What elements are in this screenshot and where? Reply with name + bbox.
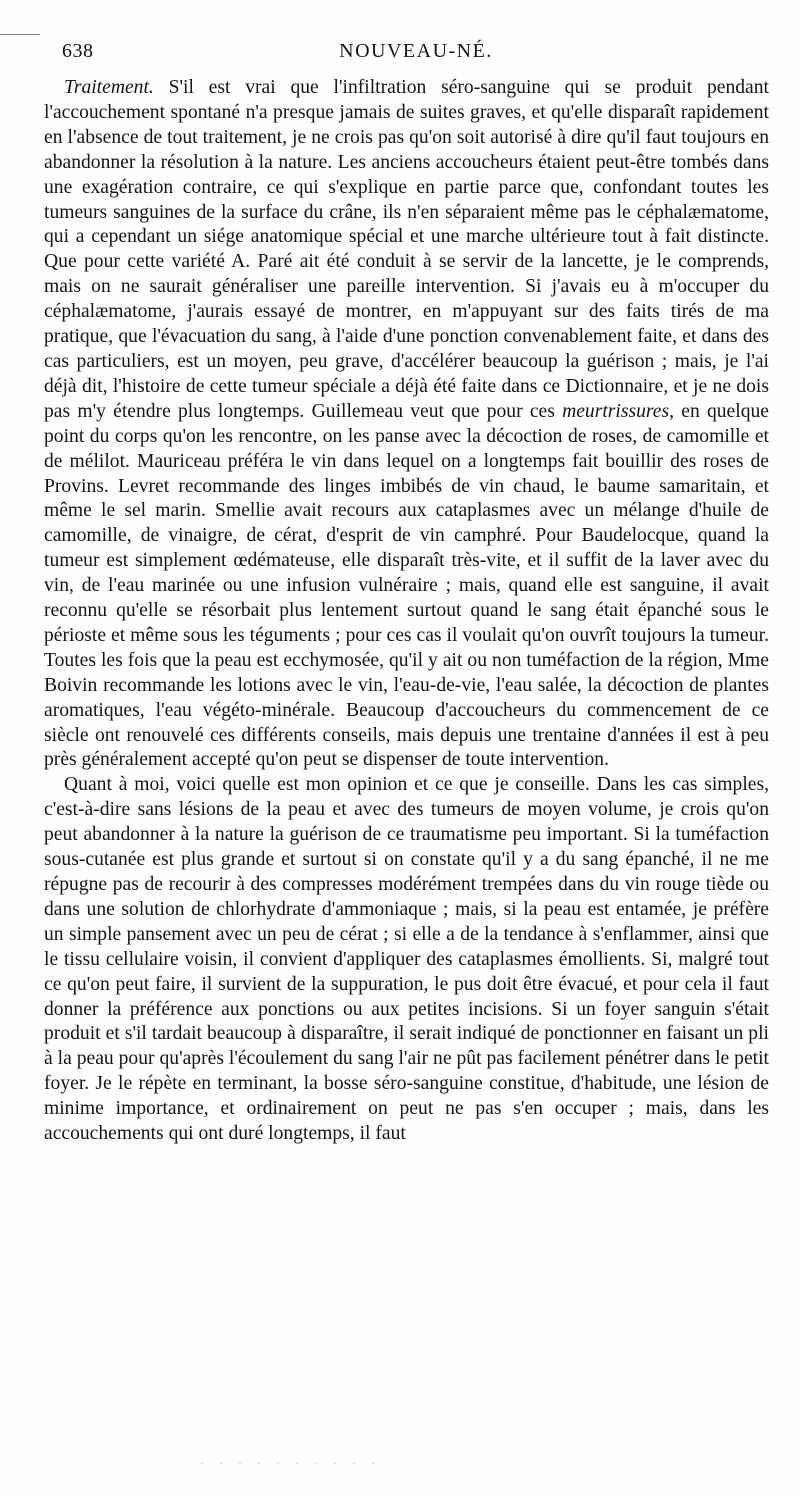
paragraph-traitement bbox=[44, 76, 769, 773]
running-head: NOUVEAU-NÉ. bbox=[339, 40, 493, 62]
paragraph-text: S'il est vrai que l'infiltration séro-sanguine qui se produit pendant l'accouchement spontané n'a presque jamais de suites graves, et qu'elle disparaît rapidement en l'absence de tout traitement, je ne crois pas qu'on soit autorisé à dire qu'il faut toujours en abandonner la résolution à la nature. Les anciens accoucheurs étaient peut-être tombés dans une exagération contraire, ce qui s'explique en partie parce que, confondant toutes les tumeurs sanguines de la surface du crâne, ils n'en séparaient même pas le céphalæmatome, qui a cependant un siége anatomique spécial et une marche ultérieure tout à fait distincte. Que pour cette variété A. Paré ait été conduit à se servir de la lancette, je le comprends, mais on ne saurait généraliser une pareille intervention. Si j'avais eu à m'occuper du céphalæmatome, j'aurais essayé de montrer, en m'appuyant sur des faits tirés de ma pratique, que l'évacuation du sang, à l'aide d'une ponction convenablement faite, et dans des cas particuliers, est un moyen, peu grave, d'accélérer beaucoup la guérison ; mais, je l'ai déjà dit, l'histoire de cette tumeur spéciale a déjà été faite dans ce Dictionnaire, et je ne dois pas m'y étendre plus longtemps. Guillemeau veut que pour ces bbox=[44, 77, 769, 422]
page-header bbox=[62, 36, 770, 66]
paragraph-text: en quelque point du corps qu'on les rencontre, on les panse avec la décoction de roses, de camomille et de mélilot. Mauriceau préféra le vin dans lequel on a longtemps fait bouillir des roses de Provins. Levret recommande des linges imbibés de vin chaud, le baume samaritain, et même le sel marin. Smellie avait recours aux cataplasmes avec un mélange d'huile de camomille, de vinaigre, de cérat, d'esprit de vin camphré. Pour Baudelocque, quand la tumeur est simplement œdémateuse, elle disparaît très-vite, et il suffit de la laver avec du vin, de l'eau marinée ou une infusion vulnéraire ; mais, quand elle est sanguine, il avait reconnu qu'elle se résorbait plus lentement surtout quand le sang était épanché sous le périoste et même sous les téguments ; pour ces cas il voulait qu'on ouvrît toujours la tumeur. Toutes les fois que la peau est ecchymosée, qu'il y ait ou non tuméfaction de la région, Mme Boivin recommande les lotions avec le vin, l'eau-de-vie, l'eau salée, la décoction de plantes aromatiques, l'eau végéto-minérale. Beaucoup d'accoucheurs du commencement de ce siècle ont renouvelé ces différents conseils, mais depuis une trentaine d'années il est à peu près généralement accepté qu'on peut se dispenser de toute intervention. bbox=[44, 400, 769, 771]
page-number: 638 bbox=[62, 40, 94, 62]
top-rule bbox=[0, 34, 40, 35]
scan-artifact: · · · · · · · · · · bbox=[200, 1456, 381, 1470]
paragraph-opinion bbox=[44, 773, 769, 1147]
section-heading: Traitement. bbox=[64, 77, 154, 98]
body-text bbox=[44, 76, 769, 1147]
paragraph-text: Quant à moi, voici quelle est mon opinion et ce que je conseille. Dans les cas simples, c'est-à-dire sans lésions de la peau et avec des tumeurs de moyen volume, je crois qu'on peut abandonner à la nature la guérison de ce traumatisme peu important. Si la tuméfaction sous-cutanée est plus grande et surtout si on constate qu'il y a du sang épanché, il ne me répugne pas de recourir à des compresses modérément trempées dans du vin rouge tiède ou dans une solution de chlorhydrate d'ammoniaque ; mais, si la peau est entamée, je préfère un simple pansement avec un peu de cérat ; si elle a de la tendance à s'enflammer, ainsi que le tissu cellulaire voisin, il convient d'appliquer des cataplasmes émollients. Si, malgré tout ce qu'on peut faire, il survient de la suppuration, le pus doit être évacué, et pour cela il faut donner la préférence aux ponctions ou aux petites incisions. Si un foyer sanguin s'était produit et s'il tardait beaucoup à disparaître, il serait indiqué de ponctionner en faisant un pli à la peau pour qu'après l'écoulement du sang l'air ne pût pas facilement pénétrer dans le petit foyer. Je le répète en terminant, la bosse séro-sanguine constitue, d'habitude, une lésion de minime importance, et ordinairement on peut ne pas s'en occuper ; mais, dans les accouchements qui ont duré longtemps, il faut bbox=[44, 774, 769, 1145]
italic-term: meurtrissures, bbox=[562, 400, 675, 422]
